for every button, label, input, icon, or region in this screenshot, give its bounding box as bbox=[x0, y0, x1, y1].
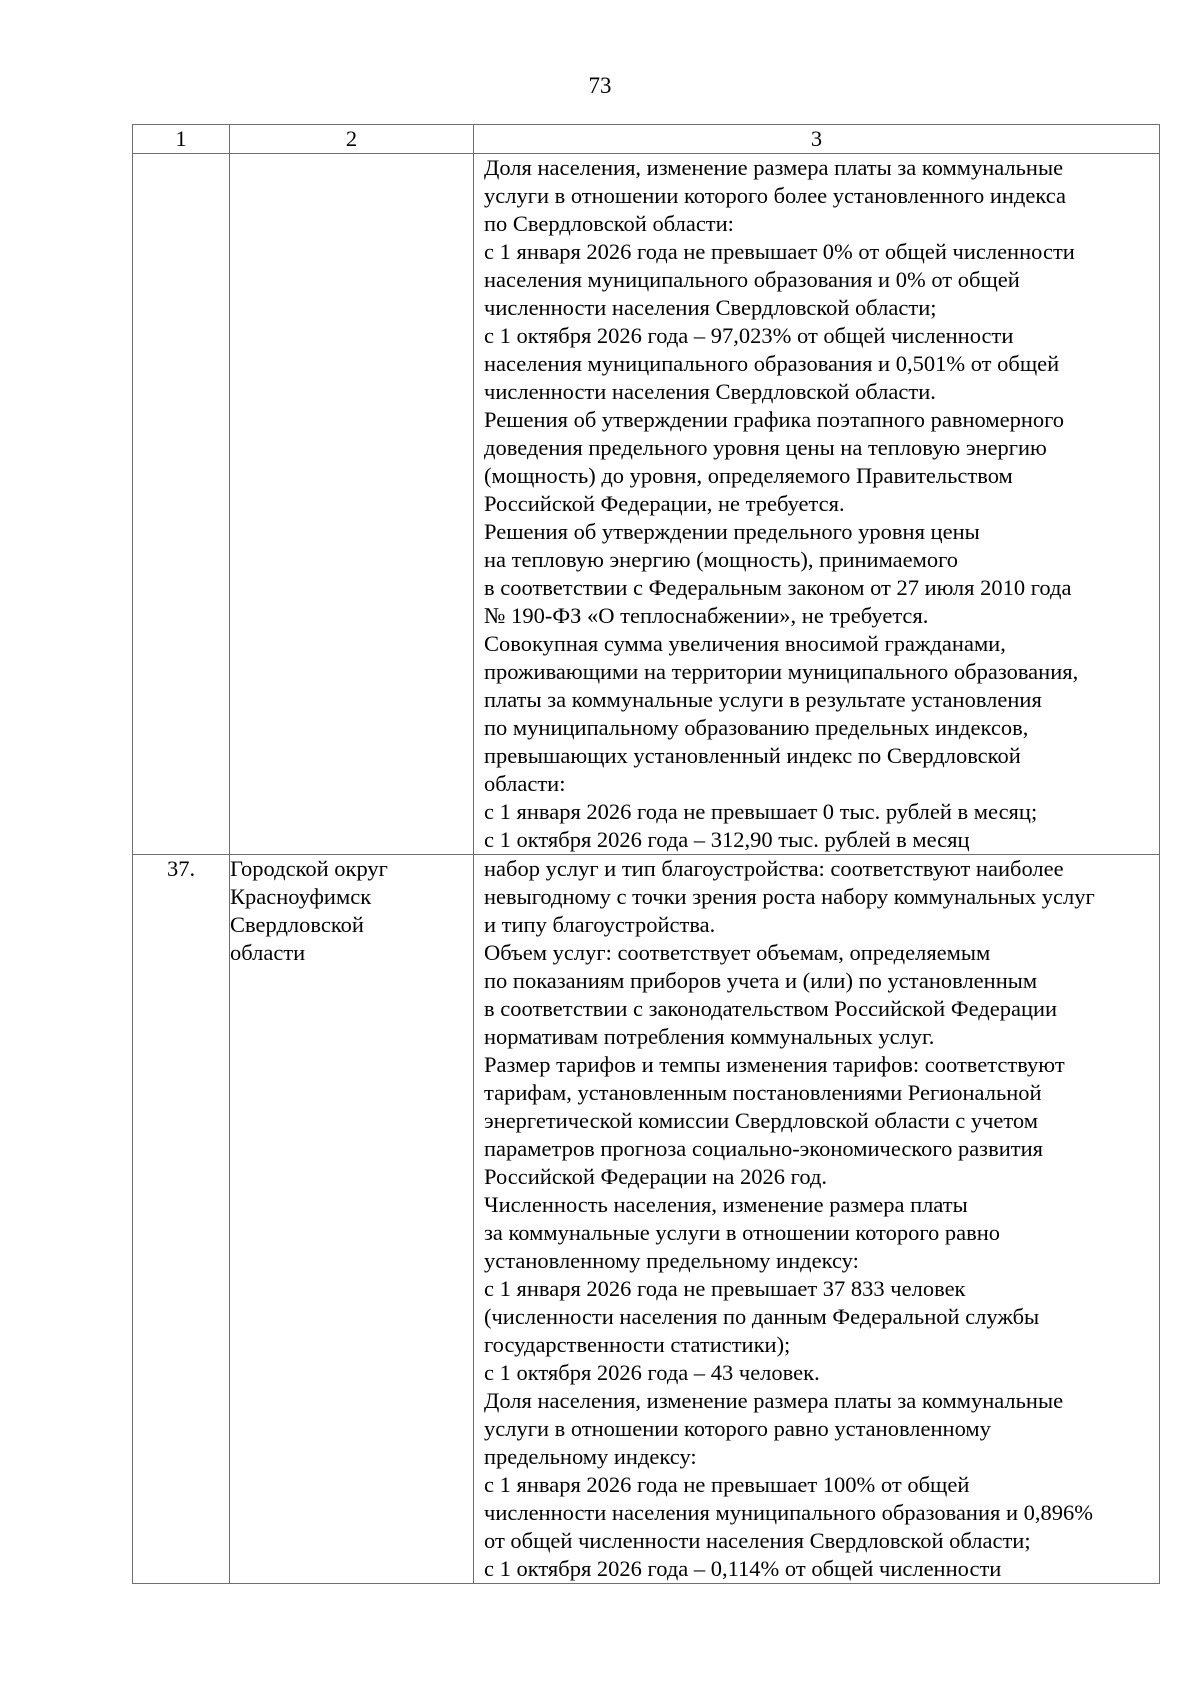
municipality-name-line: Свердловской bbox=[230, 912, 364, 937]
description-line: Совокупная сумма увеличения вносимой гражданами, bbox=[484, 631, 1006, 656]
description-line: на тепловую энергию (мощность), принимаемого bbox=[484, 547, 959, 572]
description-line: энергетической комиссии Свердловской области с учетом bbox=[484, 1108, 1038, 1133]
description-line: Российской Федерации, не требуется. bbox=[484, 491, 845, 516]
description-line: населения муниципального образования и 0% от общей bbox=[484, 267, 1020, 292]
description-line: невыгодному с точки зрения роста набору коммунальных услуг bbox=[484, 884, 1095, 909]
description-line: (численности населения по данным Федеральной службы bbox=[484, 1304, 1040, 1329]
column-header-1: 1 bbox=[133, 125, 230, 154]
description-cell bbox=[474, 855, 1160, 1584]
description-line: по показаниям приборов учета и (или) по установленным bbox=[484, 968, 1038, 993]
description-line: Российской Федерации на 2026 год. bbox=[484, 1164, 828, 1189]
description-line: численности населения Свердловской области. bbox=[484, 379, 936, 404]
description-line: (мощность) до уровня, определяемого Правительством bbox=[484, 463, 1013, 488]
description-line: за коммунальные услуги в отношении которого равно bbox=[484, 1220, 1001, 1245]
column-header-3: 3 bbox=[474, 125, 1160, 154]
municipality-name-line: Красноуфимск bbox=[230, 884, 372, 909]
description-line: доведения предельного уровня цены на тепловую энергию bbox=[484, 435, 1047, 460]
description-line: услуги в отношении которого более установленного индекса bbox=[484, 183, 1066, 208]
description-line: по муниципальному образованию предельных индексов, bbox=[484, 715, 1029, 740]
description-line: с 1 октября 2026 года – 43 человек. bbox=[484, 1360, 820, 1385]
document-table bbox=[132, 124, 1160, 1584]
municipality-name-line: области bbox=[230, 940, 306, 965]
description-line: параметров прогноза социально-экономического развития bbox=[484, 1136, 1043, 1161]
table-row bbox=[133, 855, 1160, 1584]
table-header-row bbox=[133, 125, 1160, 154]
description-line: по Свердловской области: bbox=[484, 211, 734, 236]
description-line: области: bbox=[484, 771, 566, 796]
description-cell bbox=[474, 154, 1160, 855]
row-number-cell: 37. bbox=[133, 855, 230, 1584]
description-line: Доля населения, изменение размера платы за коммунальные bbox=[484, 155, 1064, 180]
description-line: тарифам, установленным постановлениями Региональной bbox=[484, 1080, 1042, 1105]
description-line: превышающих установленный индекс по Свердловской bbox=[484, 743, 1021, 768]
page-number: 73 bbox=[588, 73, 612, 98]
description-line: государственности статистики); bbox=[484, 1332, 791, 1357]
description-line: от общей численности населения Свердловской области; bbox=[484, 1528, 1031, 1553]
description-line: платы за коммунальные услуги в результате установления bbox=[484, 687, 1042, 712]
description-line: с 1 января 2026 года не превышает 0 тыс. рублей в месяц; bbox=[484, 799, 1038, 824]
column-header-2: 2 bbox=[230, 125, 474, 154]
description-line: услуги в отношении которого равно установленному bbox=[484, 1416, 991, 1441]
description-line: и типу благоустройства. bbox=[484, 912, 716, 937]
municipality-cell bbox=[230, 855, 474, 1584]
description-line: с 1 октября 2026 года – 312,90 тыс. рублей в месяц bbox=[484, 827, 970, 852]
description-line: Решения об утверждении предельного уровня цены bbox=[484, 519, 980, 544]
description-line: предельному индексу: bbox=[484, 1444, 697, 1469]
description-line: с 1 октября 2026 года – 97,023% от общей численности bbox=[484, 323, 1014, 348]
row-number-cell bbox=[133, 154, 230, 855]
description-line: численности населения Свердловской области; bbox=[484, 295, 937, 320]
description-line: нормативам потребления коммунальных услуг. bbox=[484, 1024, 935, 1049]
description-line: с 1 октября 2026 года – 0,114% от общей численности bbox=[484, 1556, 1002, 1581]
description-line: № 190-ФЗ «О теплоснабжении», не требуется. bbox=[484, 603, 929, 628]
municipality-cell bbox=[230, 154, 474, 855]
description-line: Размер тарифов и темпы изменения тарифов: соответствуют bbox=[484, 1052, 1065, 1077]
description-line: Доля населения, изменение размера платы за коммунальные bbox=[484, 1388, 1064, 1413]
description-line: установленному предельному индексу: bbox=[484, 1248, 859, 1273]
description-line: с 1 января 2026 года не превышает 0% от общей численности bbox=[484, 239, 1075, 264]
municipality-name-line: Городской округ bbox=[230, 856, 388, 881]
description-line: численности населения муниципального образования и 0,896% bbox=[484, 1500, 1094, 1525]
description-line: в соответствии с законодательством Российской Федерации bbox=[484, 996, 1058, 1021]
description-line: Объем услуг: соответствует объемам, определяемым bbox=[484, 940, 991, 965]
description-line: с 1 января 2026 года не превышает 37 833 человек bbox=[484, 1276, 966, 1301]
description-line: с 1 января 2026 года не превышает 100% от общей bbox=[484, 1472, 970, 1497]
description-line: населения муниципального образования и 0,501% от общей bbox=[484, 351, 1060, 376]
description-line: проживающими на территории муниципального образования, bbox=[484, 659, 1079, 684]
table-row bbox=[133, 154, 1160, 855]
description-line: набор услуг и тип благоустройства: соответствуют наиболее bbox=[484, 856, 1064, 881]
description-line: Решения об утверждении графика поэтапного равномерного bbox=[484, 407, 1065, 432]
description-line: в соответствии с Федеральным законом от 27 июля 2010 года bbox=[484, 575, 1072, 600]
description-line: Численность населения, изменение размера платы bbox=[484, 1192, 968, 1217]
